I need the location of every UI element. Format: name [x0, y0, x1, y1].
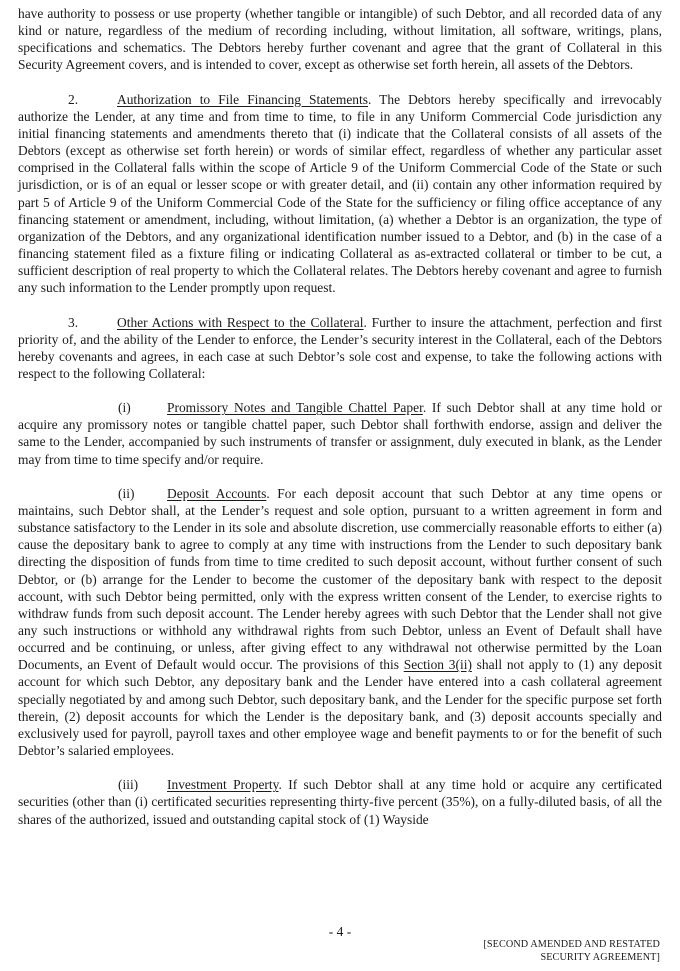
subsection-iii-body: . If such Debtor shall at any time hold or acquire any certificated securities (other than (i) certificated securities representing thirty-five percent (35%), on a fully-diluted basis, of all the shares of the authorized, issued and outstanding capital stock of (1) Wayside	[18, 777, 662, 827]
section-cross-reference: Section 3(ii)	[403, 657, 472, 673]
subsection-i-body: . If such Debtor shall at any time hold or acquire any promissory notes or tangible chattel paper, such Debtor shall forthwith endorse, assign and deliver the same to the Lender, accompanied by such instruments of transfer or assignment, duly executed in blank, as the Lender may from time to time specify and/or require.	[18, 400, 663, 467]
footer-tag-line-1: [SECOND AMENDED AND RESTATED	[483, 939, 660, 950]
section-3-number: 3.	[68, 314, 79, 330]
page-number: - 4 -	[328, 924, 352, 939]
subsection-ii-body-b: shall not apply to (1) any deposit account for which such Debtor, any depositary bank and the Lender have entered into a cash collateral agreement specially negotiated by and among such Debtor, such depositary bank, and the Lender for the specific purpose set forth therein, (2) deposit accounts for which the Lender is the depositary bank, and (3) deposit accounts specially and exclusively used for payroll, payroll taxes and other employee wage and benefit payments to or for the benefit of such Debtor’s salaried employees.	[18, 657, 662, 759]
document-page	[18, 5, 662, 828]
section-2-paragraph	[18, 91, 662, 297]
document-footer-tag	[483, 938, 660, 964]
subsection-ii-heading: Deposit Accounts	[167, 485, 267, 501]
section-3-paragraph	[18, 314, 662, 383]
subsection-i-label: (i)	[118, 400, 131, 416]
subsection-ii-body-a: . For each deposit account that such Debtor at any time opens or maintains, such Debtor shall, at the Lender’s request and sole option, pursuant to a written agreement in form and substance satisfactory to the Lender in its sole and absolute discretion, use commercially reasonable efforts to either (a) cause the depositary bank to agree to comply at any time with instructions from the Lender to such depositary bank directing the disposition of funds from time to time credited to such deposit account, without further consent of such Debtor, or (b) arrange for the Lender to become the customer of the depositary bank with respect to the deposit account, with such Debtor being permitted, only with the express written consent of the Lender, to exercise rights to withdraw funds from such deposit account. The Lender hereby agrees with such Debtor that the Lender shall not give any such instructions or withhold any withdrawal rights from such Debtor, unless an Event of Default shall have occurred and be continuing, or unless, after giving effect to any withdrawal not otherwise permitted by the Loan Documents, an Event of Default would occur. The provisions of this	[18, 485, 662, 673]
subsection-iii-heading: Investment Property	[167, 777, 279, 793]
subsection-ii-label: (ii)	[118, 485, 135, 501]
subsection-iii-paragraph	[18, 776, 662, 827]
section-2-number: 2.	[68, 91, 79, 107]
subsection-ii-paragraph	[18, 485, 662, 760]
intro-paragraph: have authority to possess or use property (whether tangible or intangible) of such Debtor, and all recorded data of any kind or nature, regardless of the medium of recording including, without limitation, all software, writings, plans, specifications and schematics. The Debtors hereby further covenant and agree that the grant of Collateral in this Security Agreement covers, and is intended to cover, except as otherwise set forth herein, all assets of the Debtors.	[18, 6, 662, 73]
footer-tag-line-2: SECURITY AGREEMENT]	[540, 952, 660, 963]
section-3-heading: Other Actions with Respect to the Collateral	[117, 314, 364, 330]
section-2-body: . The Debtors hereby specifically and irrevocably authorize the Lender, at any time and from time to time, to file in any Uniform Commercial Code jurisdiction any initial financing statements and amendments thereto that (i) indicate that the Collateral consists of all assets of the Debtors (except as otherwise set forth herein) or words of similar effect, regardless of whether any particular asset comprised in the Collateral falls within the scope of Article 9 of the Uniform Commercial Code of the State or such jurisdiction, or is of an equal or lesser scope or with greater detail, and (ii) contain any other information required by part 5 of Article 9 of the Uniform Commercial Code of the State for the sufficiency or filing office acceptance of any financing statement or amendment, including, without limitation, (a) whether a Debtor is an organization, the type of organization of the Debtors, and any organizational identification number issued to a Debtor, and (b) in the case of a financing statement filed as a fixture filing or indicating Collateral as as-extracted collateral or timber to be cut, a sufficient description of real property to which the Collateral relates. The Debtors hereby covenant and agree to furnish any such information to the Lender promptly upon request.	[18, 91, 662, 296]
subsection-i-paragraph	[18, 399, 662, 468]
section-3-body: . Further to insure the attachment, perfection and first priority of, and the ability of the Lender to enforce, the Lender’s security interest in the Collateral, each of the Debtors hereby covenants and agrees, in each case at such Debtor’s sole cost and expense, to take the following actions with respect to the following Collateral:	[18, 314, 662, 381]
section-2-heading: Authorization to File Financing Statements	[117, 91, 368, 107]
subsection-i-heading: Promissory Notes and Tangible Chattel Paper	[167, 400, 423, 416]
subsection-iii-label: (iii)	[118, 777, 139, 793]
